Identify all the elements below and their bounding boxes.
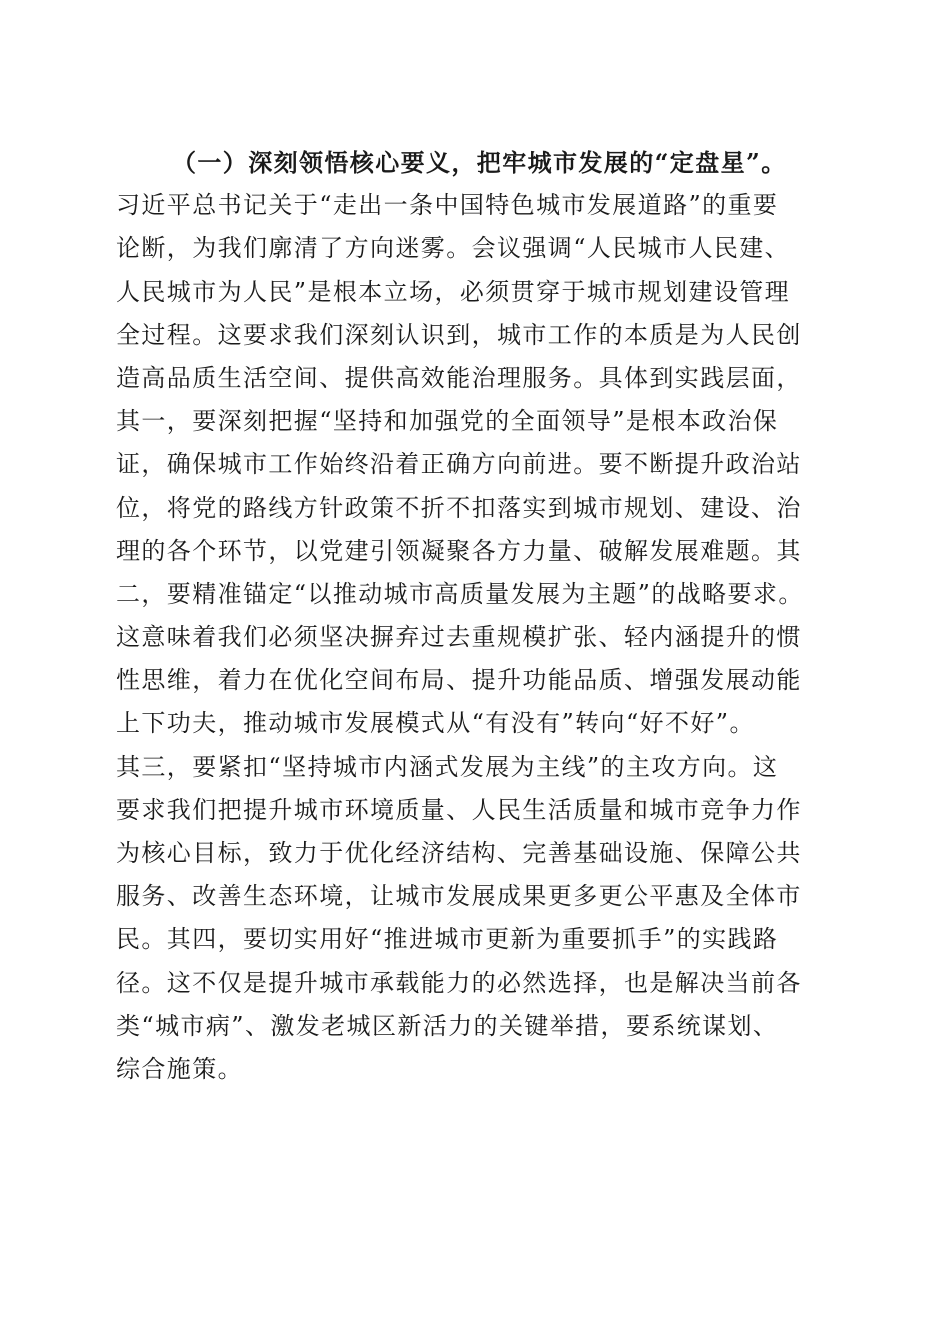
- section-heading: [116, 141, 846, 184]
- paragraph-line: 民。其四，要切实用好“推进城市更新为重要抓手”的实践路: [116, 925, 779, 954]
- paragraph-line: 为核心目标，致力于优化经济结构、完善基础设施、保障公共: [116, 839, 802, 867]
- paragraph-line: 径。这不仅是提升城市承载能力的必然选择，也是解决当前各: [116, 968, 802, 997]
- paragraph-line: 上下功夫，推动城市发展模式从“有没有”转向“好不好”。: [116, 709, 755, 738]
- paragraph-line: 理的各个环节，以党建引领凝聚各方力量、破解发展难题。其: [116, 536, 802, 565]
- paragraph-line: 要求我们把提升城市环境质量、人民生活质量和城市竞争力作: [116, 795, 802, 824]
- paragraph-line: 造高品质生活空间、提供高效能治理服务。具体到实践层面，: [116, 363, 802, 392]
- paragraph-line: 类“城市病”、激发老城区新活力的关键举措，要系统谋划、: [116, 1011, 779, 1040]
- document-body: [116, 141, 846, 1091]
- paragraph-line: 习近平总书记关于“走出一条中国特色城市发展道路”的重要: [116, 191, 779, 220]
- paragraph-line: 二，要精准锚定“以推动城市高质量发展为主题”的战略要求。: [116, 579, 804, 608]
- paragraph-line: 全过程。这要求我们深刻认识到，城市工作的本质是为人民创: [116, 320, 802, 349]
- paragraph-line: 其一，要深刻把握“坚持和加强党的全面领导”是根本政治保: [116, 407, 779, 436]
- paragraph-line: 服务、改善生态环境，让城市发展成果更多更公平惠及全体市: [116, 882, 802, 911]
- section-heading-text: （一）深刻领悟核心要义，把牢城市发展的“定盘星”。: [172, 148, 787, 177]
- paragraph-line: 综合施策。: [116, 1054, 243, 1083]
- paragraph-line: 论断，为我们廓清了方向迷雾。会议强调“人民城市人民建、: [116, 234, 791, 263]
- paragraph-line: 证，确保城市工作始终沿着正确方向前进。要不断提升政治站: [116, 450, 802, 479]
- paragraph-line: 这意味着我们必须坚决摒弃过去重规模扩张、轻内涵提升的惯: [116, 623, 802, 652]
- paragraph-line: 位，将党的路线方针政策不折不扣落实到城市规划、建设、治: [116, 493, 802, 522]
- paragraph-line: 人民城市为人民”是根本立场，必须贯穿于城市规划建设管理: [116, 277, 791, 306]
- paragraph-line: 其三，要紧扣“坚持城市内涵式发展为主线”的主攻方向。这: [116, 752, 779, 781]
- paragraph-line: 性思维，着力在优化空间布局、提升功能品质、增强发展动能: [116, 666, 802, 695]
